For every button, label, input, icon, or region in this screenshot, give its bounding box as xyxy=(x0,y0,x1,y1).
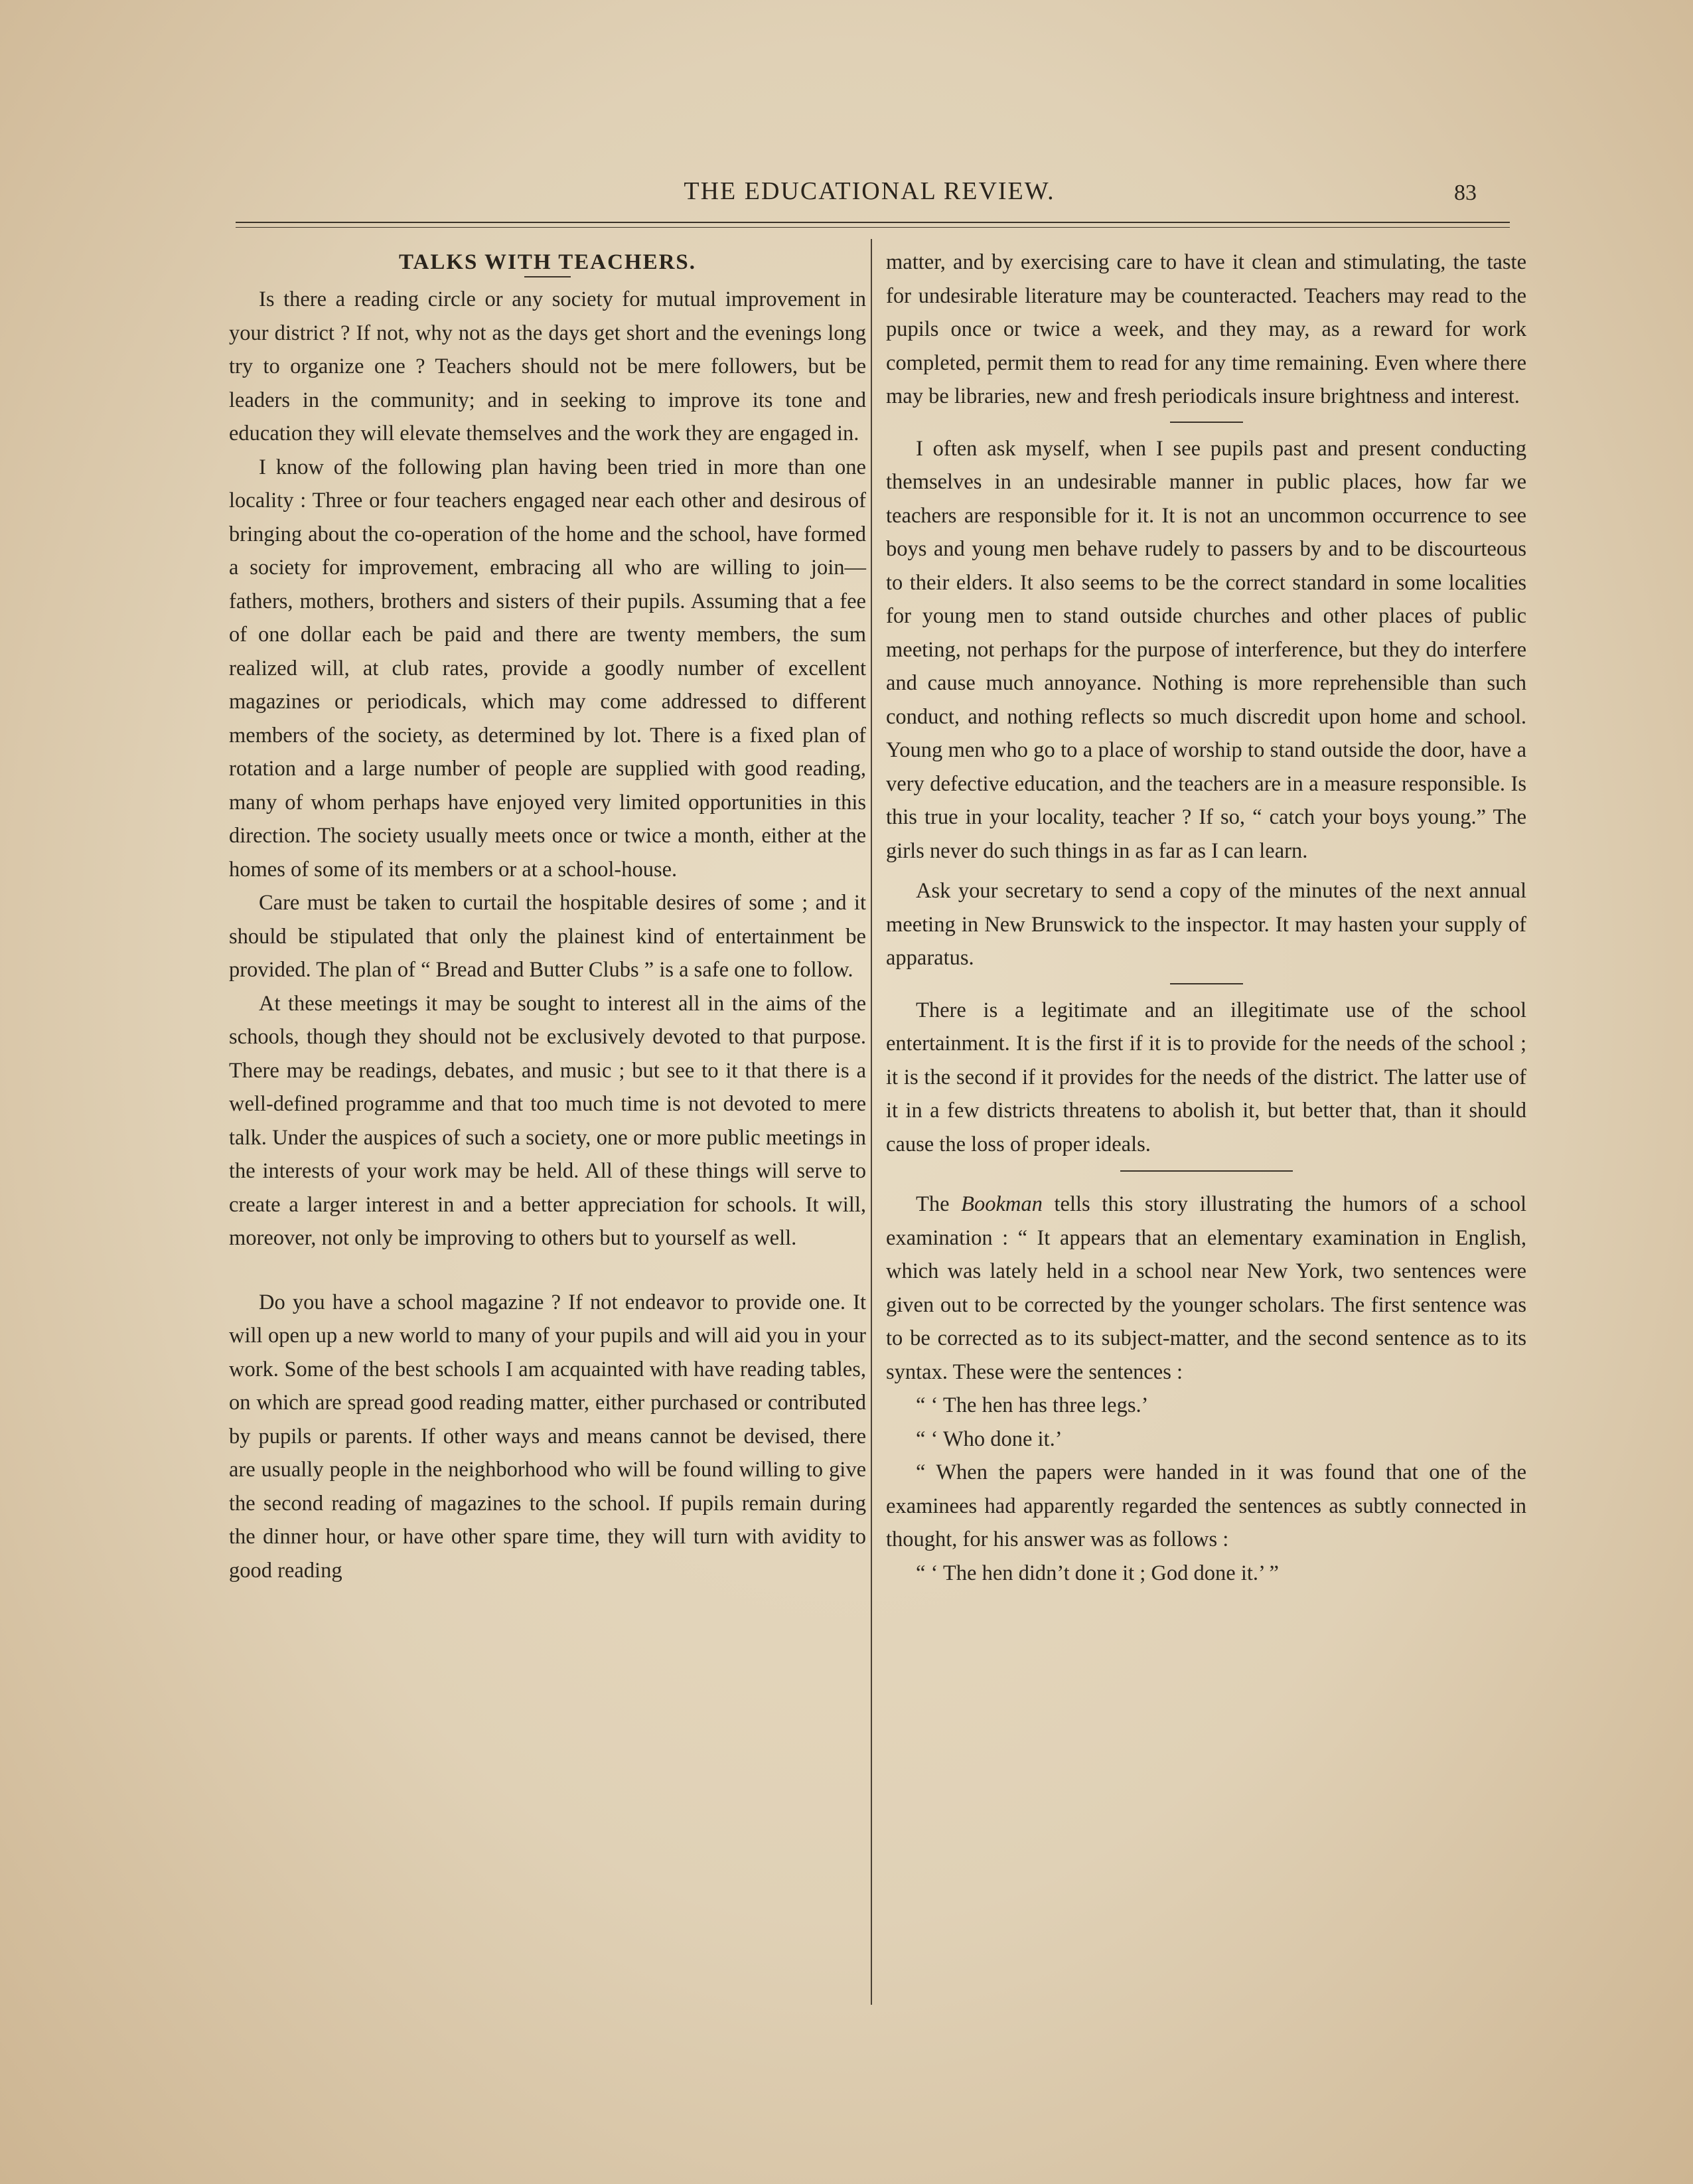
publication-title: Bookman xyxy=(961,1192,1043,1216)
running-header xyxy=(226,171,1513,211)
header-rule-thin xyxy=(236,227,1510,228)
journal-title: THE EDUCATIONAL REVIEW. xyxy=(684,177,1055,205)
right-column xyxy=(886,246,1526,1590)
paragraph: matter, and by exercising care to have it clean and stimulating, the taste for undesirable literature may be counteracted. Teachers may read to the pupils once or twice a week, and they may, as a reward for work completed, permit them to read for any time remaining. Even where there may be libraries, new and fresh periodicals insure brightness and interest. xyxy=(886,250,1526,408)
paragraph: There is a legitimate and an illegitimate use of the school entertainment. It is the first if it is to provide for the needs of the school ; it is the second if it provides for the needs of the district. The latter use of it in a few districts threatens to abolish it, but better that, than it should cause the loss of proper ideals. xyxy=(886,998,1526,1156)
quoted-sentence: “ ‘ Who done it.’ xyxy=(916,1427,1063,1451)
paragraph: Do you have a school magazine ? If not endeavor to provide one. It will open up a new world to many of your pupils and will aid you in your work. Some of the best schools I am acquainted with have reading tables, on which are spread good reading matter, either purchased or contributed by pupils or parents. If other ways and means cannot be devised, there are usually people in the neighborhood who will be found willing to give the second reading of magazines to the school. If pupils remain during the dinner hour, or have other spare time, they will turn with avidity to good reading xyxy=(229,1290,866,1583)
paragraph: I often ask myself, when I see pupils past and present conducting themselves in an undesirable manner in public places, how far we teachers are responsible for it. It is not an uncommon occurrence to see boys and young men behave rudely to passers by and to be discourteous to their elders. It also seems to be the correct standard in some localities for young men to stand outside churches and other places of public meeting, not perhaps for the purpose of interference, but they do interfere and cause much annoyance. Nothing is more reprehensible than such conduct, and nothing reflects so much discredit upon home and school. Young men who go to a place of worship to stand outside the door, have a very defective education, and the teachers are in a measure responsible. Is this true in your locality, teacher ? If so, “ catch your boys young.” The girls never do such things in as far as I can learn. xyxy=(886,436,1526,863)
section-rule xyxy=(1170,422,1243,423)
section-gap xyxy=(229,1255,866,1286)
paragraph-bookman xyxy=(886,1188,1526,1389)
left-column xyxy=(229,246,866,1587)
paragraph: I know of the following plan having been tried in more than one locality : Three or four teachers engaged near each other and desirous of bringing about the co-operation of the home and the school, have formed a society for improvement, embracing all who are willing to join—fathers, mothers, brothers and sisters of their pupils. Assuming that a fee of one dollar each be paid and there are twenty members, the sum realized will, at club rates, provide a goodly number of excellent magazines or periodicals, which may come addressed to different members of the society, as determined by lot. There is a fixed plan of rotation and a large number of people are supplied with good reading, many of whom perhaps have enjoyed very limited opportunities in this direction. The society usually meets once or twice a month, either at the homes of some of its members or at a school-house. xyxy=(229,455,866,882)
article-heading: TALKS WITH TEACHERS. xyxy=(398,250,697,274)
quoted-answer: “ ‘ The hen didn’t done it ; God done it.’ ” xyxy=(916,1561,1279,1585)
header-rule xyxy=(236,222,1510,223)
section-rule xyxy=(1170,983,1243,984)
page-number: 83 xyxy=(1454,181,1477,205)
paragraph: Ask your secretary to send a copy of the minutes of the next annual meeting in New Brunswick to the inspector. It may hasten your supply of apparatus. xyxy=(886,879,1526,970)
paragraph: Care must be taken to curtail the hospitable desires of some ; and it should be stipulated that only the plainest kind of entertainment be provided. The plan of “ Bread and Butter Clubs ” is a safe one to follow. xyxy=(229,891,866,982)
paragraph: Is there a reading circle or any society for mutual improvement in your district ? If not, why not as the days get short and the evenings long try to organize one ? Teachers should not be mere followers, but be leaders in the community; and in seeking to improve its tone and education they will elevate themselves and the work they are engaged in. xyxy=(229,287,866,445)
paragraph: At these meetings it may be sought to interest all in the aims of the schools, though they should not be exclusively devoted to that purpose. There may be readings, debates, and music ; but see to it that there is a well-defined programme and that too much time is not devoted to mere talk. Under the auspices of such a society, one or more public meetings in the interests of your work may be held. All of these things will serve to create a larger interest in and a better appreciation for schools. It will, moreover, not only be improving to others but to yourself as well. xyxy=(229,991,866,1250)
text-run: The xyxy=(916,1192,962,1216)
text-run: tells this story illustrating the humors of a school examination : “ It appears that an elementary examination in English, which was lately held in a school near New York, two sentences were given out to be corrected by the younger scholars. The first sentence was to be corrected as to its subject-matter, and the second sentence as to its syntax. These were the sentences : xyxy=(886,1192,1526,1384)
paragraph: “ When the papers were handed in it was found that one of the examinees had apparently regarded the sentences as subtly connected in thought, for his answer was as follows : xyxy=(886,1460,1526,1551)
column-divider xyxy=(871,239,872,2005)
section-rule xyxy=(1120,1170,1293,1172)
quoted-sentence: “ ‘ The hen has three legs.’ xyxy=(916,1393,1149,1417)
